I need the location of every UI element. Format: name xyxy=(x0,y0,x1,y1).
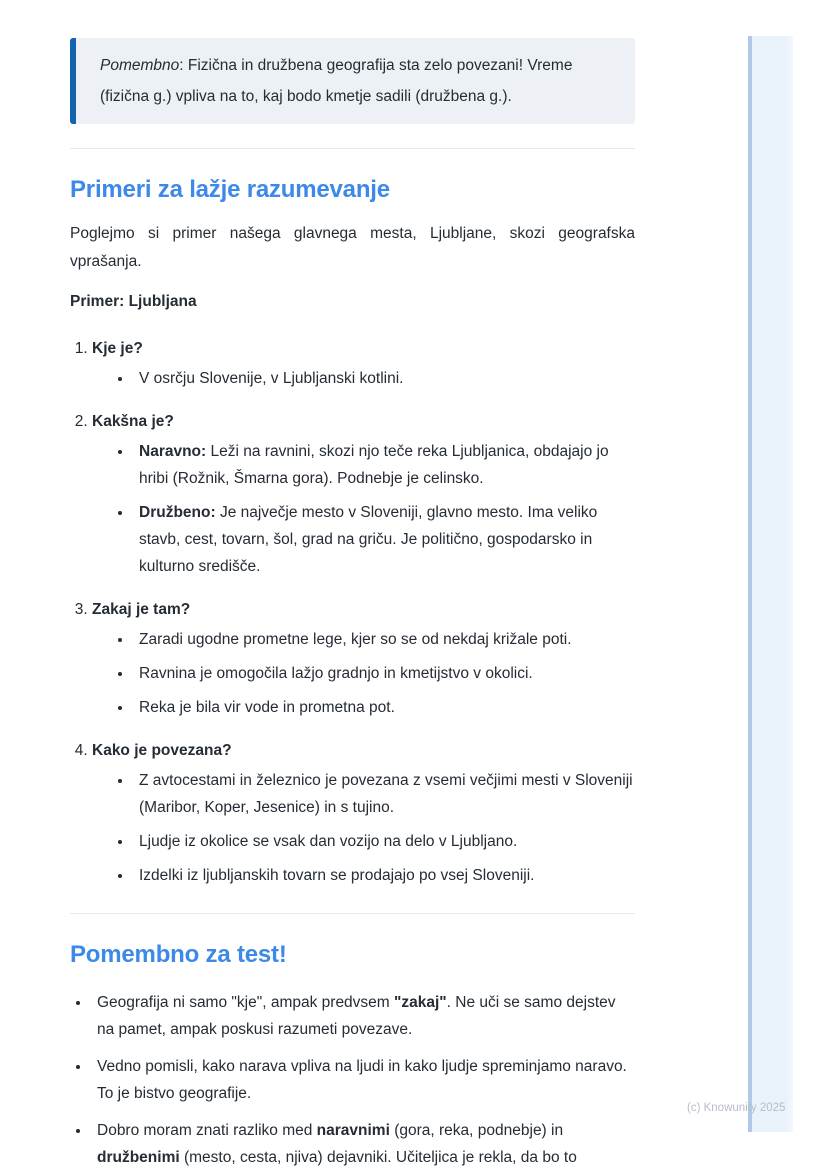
bullet-bold-text: naravnimi xyxy=(316,1122,390,1139)
answer-bold-lead: Naravno: xyxy=(139,443,207,460)
watermark: (c) Knowunity 2025 xyxy=(687,1102,786,1114)
example-item xyxy=(92,408,635,580)
answer-bold-lead: Družbeno: xyxy=(139,504,216,521)
section-title-primeri: Primeri za lažje razumevanje xyxy=(70,176,390,203)
callout-body: : Fizična in družbena geografija sta zelo povezani! Vreme (fizična g.) vpliva na to, kaj bodo kmetje sadili (družbena g.). xyxy=(100,57,573,105)
answer-list xyxy=(92,767,635,889)
divider-top xyxy=(70,148,635,149)
answer-item: • Družbeno: Je največje mesto v Sloveniji, glavno mesto. Ima veliko stavb, cest, tovarn, šol, grad na griču. Je politično, gospodarsko in kulturno središče. xyxy=(133,499,635,580)
section-title-test: Pomembno za test! xyxy=(70,941,287,968)
question-label: Zakaj je tam? xyxy=(92,601,191,618)
answer-item: • Ljudje iz okolice se vsak dan vozijo na delo v Ljubljano. xyxy=(133,828,635,855)
answer-list xyxy=(92,626,635,721)
document-content xyxy=(70,0,635,1171)
answer-item: • V osrčju Slovenije, v Ljubljanski kotlini. xyxy=(133,365,635,392)
bullet-bold-text: "zakaj" xyxy=(394,994,447,1011)
test-bullet: • Geografija ni samo "kje", ampak predvsem "zakaj". Ne uči se samo dejstev na pamet, ampak poskusi razumeti povezave. xyxy=(91,989,635,1043)
question-label: Kako je povezana? xyxy=(92,742,232,759)
test-bullet: • Dobro moram znati razliko med naravnimi (gora, reka, podnebje) in družbenimi (mesto, cesta, njiva) dejavniki. Učiteljica je rekla, da bo to xyxy=(91,1117,635,1171)
answer-item: • Naravno: Leži na ravnini, skozi njo teče reka Ljubljanica, obdajajo jo hribi (Rožnik, Šmarna gora). Podnebje je celinsko. xyxy=(133,438,635,492)
example-item xyxy=(92,335,635,392)
example-item xyxy=(92,596,635,721)
intro-paragraph: Poglejmo si primer našega glavnega mesta, Ljubljane, skozi geografska vprašanja. xyxy=(70,225,635,270)
example-label: Primer: Ljubljana xyxy=(70,293,197,310)
next-page-edge xyxy=(748,36,793,1132)
test-bullet: • Vedno pomisli, kako narava vpliva na ljudi in kako ljudje spreminjamo naravo. To je bistvo geografije. xyxy=(91,1053,635,1107)
callout-pomembno xyxy=(70,38,635,124)
answer-item: • Izdelki iz ljubljanskih tovarn se prodajajo po vsej Sloveniji. xyxy=(133,862,635,889)
answer-item: • Zaradi ugodne prometne lege, kjer so se od nekdaj križale poti. xyxy=(133,626,635,653)
answer-list xyxy=(92,438,635,580)
example-list xyxy=(70,335,635,889)
divider-bottom xyxy=(70,913,635,914)
callout-text xyxy=(100,50,611,112)
answer-item: • Reka je bila vir vode in prometna pot. xyxy=(133,694,635,721)
test-bullet-list xyxy=(70,989,635,1171)
callout-lead: Pomembno xyxy=(100,57,180,74)
bullet-bold-text: družbenimi xyxy=(97,1149,180,1166)
answer-list xyxy=(92,365,635,392)
example-item xyxy=(92,737,635,889)
answer-item: • Ravnina je omogočila lažjo gradnjo in kmetijstvo v okolici. xyxy=(133,660,635,687)
question-label: Kje je? xyxy=(92,340,143,357)
answer-item: • Z avtocestami in železnico je povezana z vsemi večjimi mesti v Sloveniji (Maribor, Koper, Jesenice) in s tujino. xyxy=(133,767,635,821)
question-label: Kakšna je? xyxy=(92,413,174,430)
